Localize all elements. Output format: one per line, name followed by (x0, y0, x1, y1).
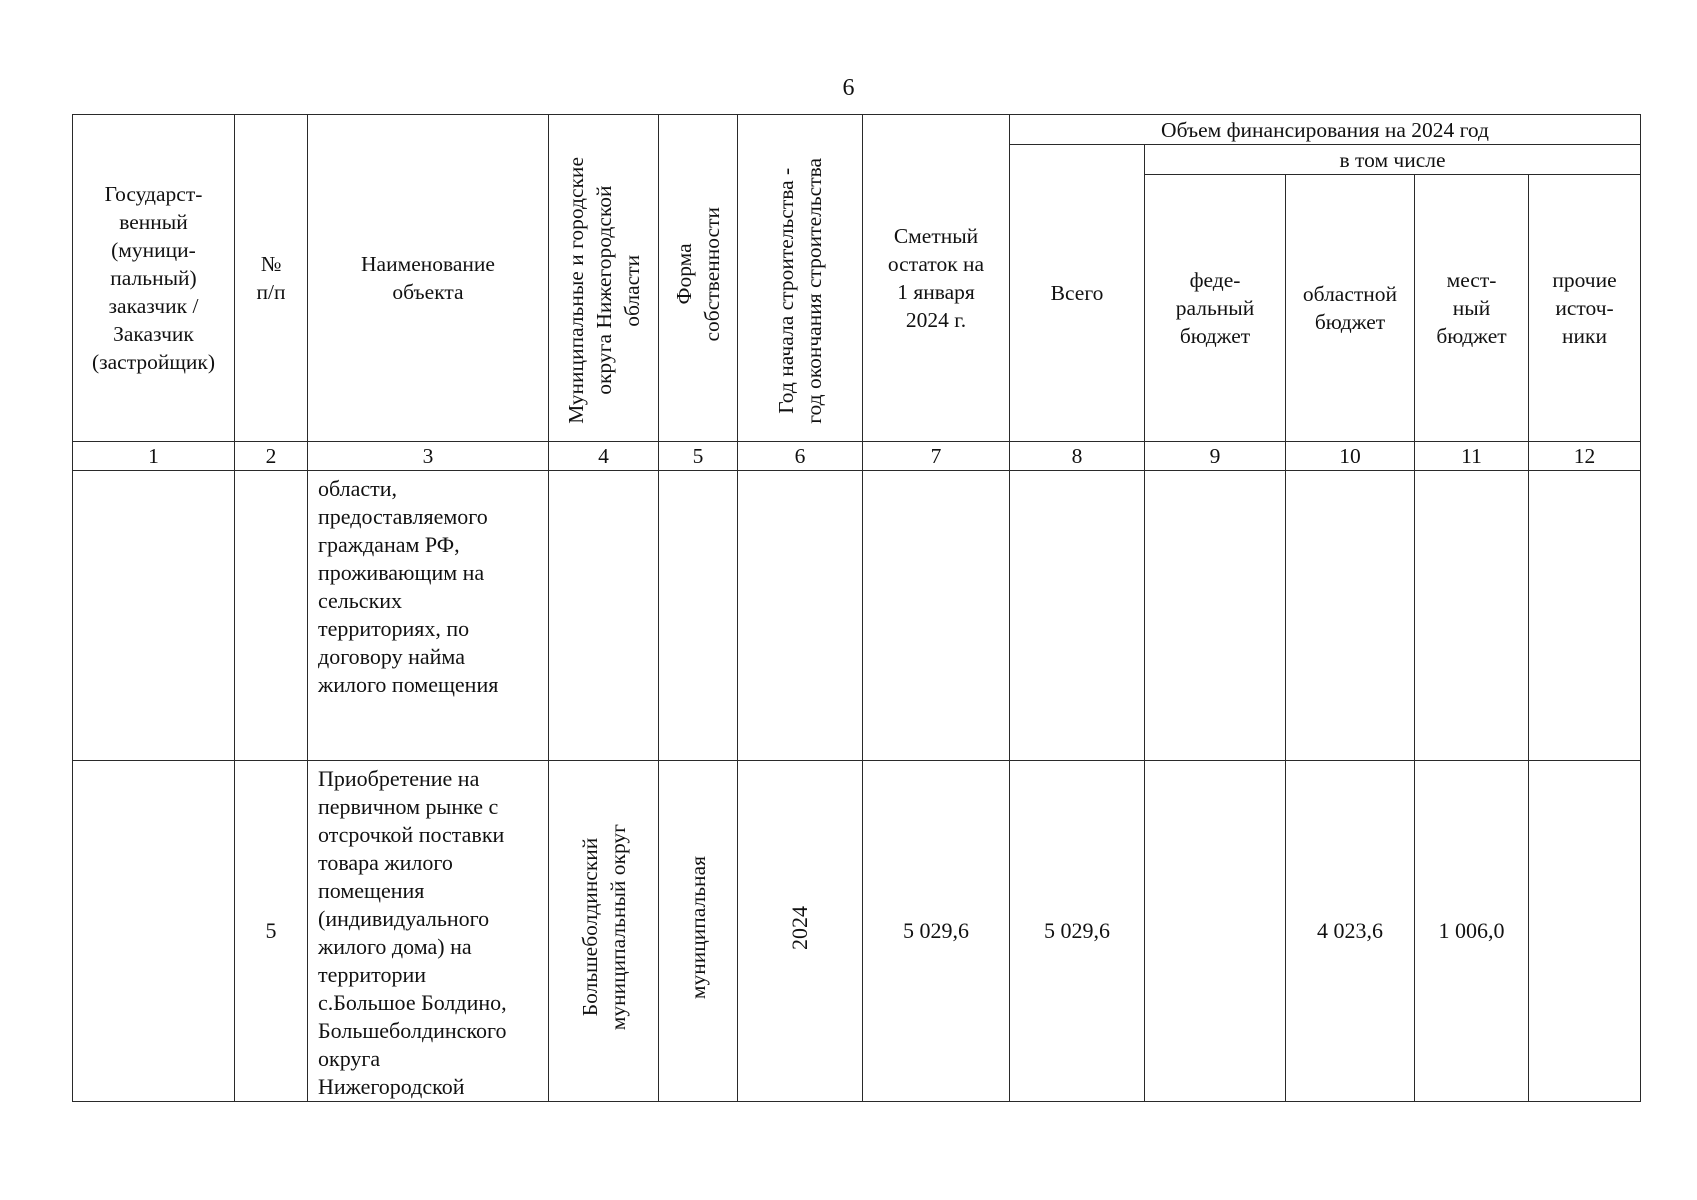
object-name-line: Нижегородской (318, 1074, 465, 1099)
column-number: 8 (1010, 442, 1145, 471)
object-name-line: с.Большое Болдино, (318, 990, 507, 1015)
header-years-text (772, 158, 828, 424)
ownership-text: муниципальная (686, 855, 710, 1000)
object-name-line: территориях, по (318, 616, 470, 641)
header-federal (1145, 175, 1286, 442)
cell-years (738, 471, 863, 761)
object-name-line: договору найма (318, 644, 465, 669)
header-number-line: п/п (256, 280, 286, 304)
cell-ownership (659, 761, 738, 1102)
header-other-line: ники (1562, 324, 1607, 348)
header-federal-line: ральный (1175, 296, 1255, 320)
header-ownership-line: собственности (700, 207, 724, 342)
cell-object-name (308, 471, 549, 761)
header-customer (73, 115, 235, 442)
column-number: 6 (738, 442, 863, 471)
header-municipality-line: округа Нижегородской (591, 185, 616, 396)
cell-total (1010, 471, 1145, 761)
column-number: 11 (1415, 442, 1529, 471)
header-ownership-text (670, 207, 726, 341)
cell-number: 5 (235, 761, 308, 1102)
header-customer-line: (застройщик) (91, 350, 216, 374)
header-local-line: мест- (1446, 268, 1497, 292)
cell-total: 5 029,6 (1010, 761, 1145, 1102)
column-number: 4 (549, 442, 659, 471)
column-number: 5 (659, 442, 738, 471)
header-ownership-line: Форма (672, 243, 696, 306)
header-regional-line: областной (1302, 282, 1398, 306)
header-customer-line: заказчик / (108, 294, 199, 318)
header-regional-line: бюджет (1314, 310, 1386, 334)
header-estimate (863, 115, 1010, 442)
header-years-line: год окончания строительства (802, 158, 826, 424)
page-number: 6 (842, 75, 855, 101)
column-number: 3 (308, 442, 549, 471)
object-name-line: гражданам РФ, (318, 532, 460, 557)
header-other-line: источ- (1555, 296, 1614, 320)
object-name-line: первичном рынке с (318, 794, 499, 819)
header-years (738, 115, 863, 442)
header-row-1 (73, 115, 1641, 145)
object-name-line: сельских (318, 588, 403, 613)
header-object-name-line: Наименование (361, 252, 495, 276)
cell-regional: 4 023,6 (1286, 761, 1415, 1102)
header-federal-line: бюджет (1179, 324, 1251, 348)
header-object-name-line: объекта (392, 280, 464, 304)
header-local (1415, 175, 1529, 442)
cell-federal (1145, 471, 1286, 761)
object-name-line: отсрочкой поставки (318, 822, 505, 847)
column-number: 2 (235, 442, 308, 471)
cell-number (235, 471, 308, 761)
header-total: Всего (1010, 145, 1145, 442)
object-name-line: округа (318, 1046, 381, 1071)
column-number: 12 (1529, 442, 1641, 471)
object-name-line: Большеболдинского (318, 1018, 507, 1043)
cell-local: 1 006,0 (1415, 761, 1529, 1102)
object-name-line: проживающим на (318, 560, 485, 585)
header-local-line: ный (1452, 296, 1491, 320)
column-number: 10 (1286, 442, 1415, 471)
object-name-line: жилого дома) на (318, 934, 472, 959)
object-name-line: жилого помещения (318, 672, 499, 697)
header-ownership (659, 115, 738, 442)
column-number: 7 (863, 442, 1010, 471)
financing-table (72, 114, 1641, 1102)
header-object-name (308, 115, 549, 442)
header-customer-line: Заказчик (113, 322, 194, 346)
cell-federal (1145, 761, 1286, 1102)
object-name-line: (индивидуального (318, 906, 490, 931)
header-regional (1286, 175, 1415, 442)
header-municipality-line: Муниципальные и городские (563, 157, 588, 424)
header-number-line: № (260, 252, 282, 276)
cell-estimate (863, 471, 1010, 761)
cell-customer (73, 761, 235, 1102)
object-name-line: товара жилого (318, 850, 453, 875)
object-name-line: предоставляемого (318, 504, 488, 529)
cell-municipality (549, 471, 659, 761)
cell-other (1529, 761, 1641, 1102)
header-municipality (549, 115, 659, 442)
cell-object-name (308, 761, 549, 1102)
header-federal-line: феде- (1189, 268, 1241, 292)
header-customer-line: венный (119, 210, 188, 234)
header-other-line: прочие (1552, 268, 1617, 292)
municipality-text (576, 824, 632, 1030)
cell-municipality (549, 761, 659, 1102)
header-municipality-text (562, 157, 646, 424)
header-years-line: Год начала строительства - (774, 168, 798, 415)
cell-local (1415, 471, 1529, 761)
header-estimate-line: 1 января (897, 280, 975, 304)
header-including: в том числе (1145, 145, 1641, 175)
header-other (1529, 175, 1641, 442)
object-name-line: помещения (318, 878, 425, 903)
header-number (235, 115, 308, 442)
header-customer-line: Государст- (104, 182, 203, 206)
header-local-line: бюджет (1436, 324, 1507, 348)
header-customer-line: пальный) (110, 266, 197, 290)
header-municipality-line: области (619, 254, 644, 327)
header-estimate-line: Сметный (893, 224, 979, 248)
header-financing-title: Объем финансирования на 2024 год (1010, 115, 1641, 145)
municipality-line: муниципальный округ (605, 824, 630, 1031)
cell-estimate: 5 029,6 (863, 761, 1010, 1102)
header-estimate-line: остаток на (887, 252, 985, 276)
cell-regional (1286, 471, 1415, 761)
header-customer-text (88, 180, 219, 376)
years-text: 2024 (787, 905, 812, 950)
header-customer-line: (муници- (111, 238, 196, 262)
cell-years (738, 761, 863, 1102)
object-name-line: области, (318, 476, 398, 501)
cell-customer (73, 471, 235, 761)
object-name-line: Приобретение на (318, 766, 480, 791)
cell-ownership (659, 471, 738, 761)
cell-other (1529, 471, 1641, 761)
column-number: 9 (1145, 442, 1286, 471)
table-row (73, 761, 1641, 1102)
municipality-line: Большеболдинский (577, 838, 602, 1017)
column-number: 1 (73, 442, 235, 471)
table-row (73, 471, 1641, 761)
object-name-line: территории (318, 962, 427, 987)
header-estimate-line: 2024 г. (905, 308, 967, 332)
column-numbers-row (73, 442, 1641, 471)
